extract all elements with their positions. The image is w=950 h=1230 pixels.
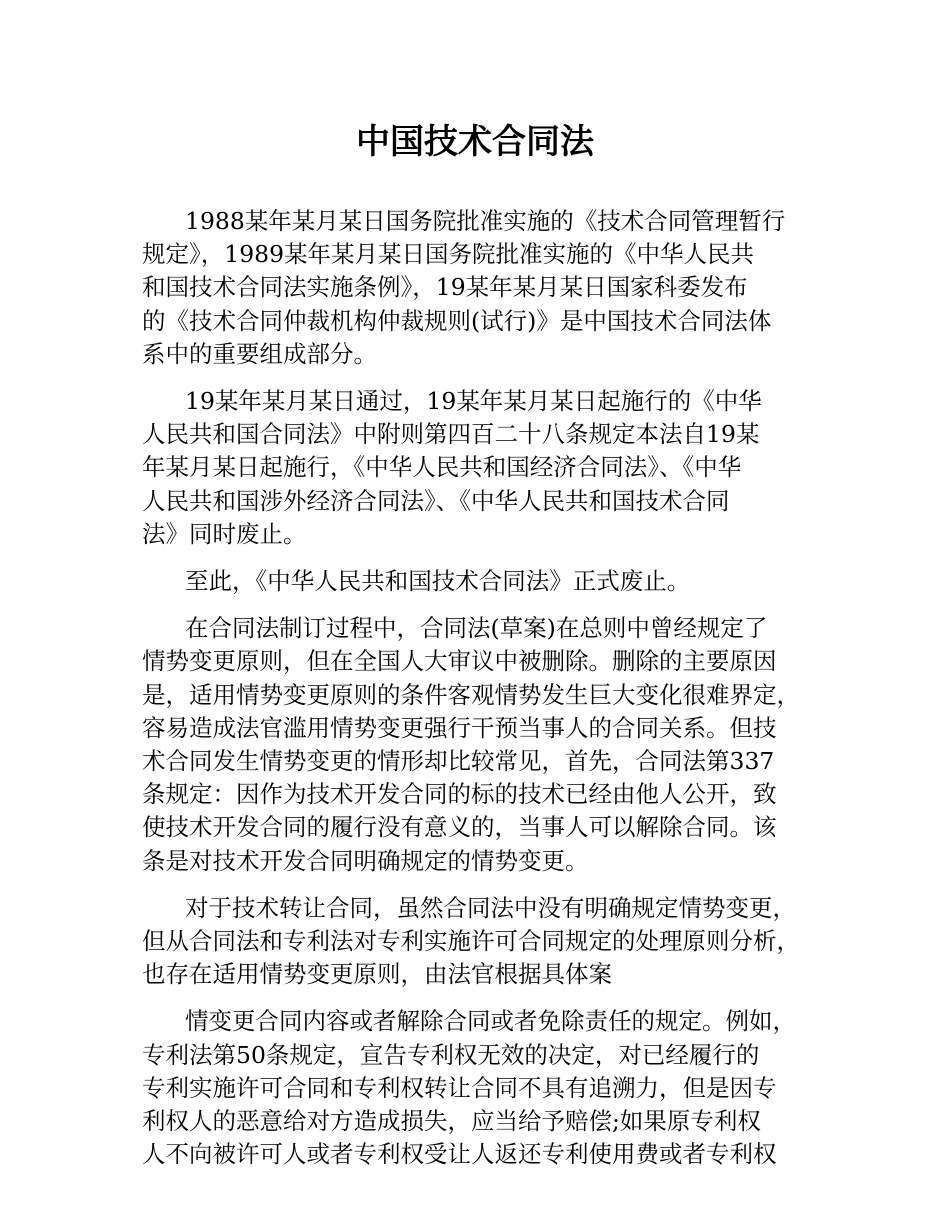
text-line: 情势变更原则，但在全国人大审议中被删除。删除的主要原因 [142, 647, 777, 676]
text-line: 系中的重要组成部分。 [142, 339, 377, 368]
document-title: 中国技术合同法 [356, 122, 594, 162]
paragraph [142, 612, 822, 878]
paragraph [142, 1005, 822, 1171]
text-line: 的《技术合同仲裁机构仲裁规则(试行)》是中国技术合同法体 [142, 306, 772, 335]
text-line: 和国技术合同法实施条例》，19某年某月某日国家科委发布 [142, 273, 748, 302]
text-line: 术合同发生情势变更的情形却比较常见，首先，合同法第337 [142, 747, 775, 776]
text-line: 专利法第50条规定，宣告专利权无效的决定，对已经履行的 [142, 1040, 760, 1069]
text-line: 对于技术转让合同，虽然合同法中没有明确规定情势变更， [185, 893, 796, 922]
text-line: 情变更合同内容或者解除合同或者免除责任的规定。例如， [185, 1007, 796, 1036]
text-line: 在合同法制订过程中，合同法(草案)在总则中曾经规定了 [185, 614, 768, 643]
paragraph [142, 565, 822, 598]
text-line: 人不向被许可人或者专利权受让人返还专利使用费或者专利权 [142, 1140, 777, 1169]
text-line: 条规定：因作为技术开发合同的标的技术已经由他人公开，致 [142, 780, 777, 809]
text-line: 利权人的恶意给对方造成损失，应当给予赔偿;如果原专利权 [142, 1107, 761, 1136]
text-line: 也存在适用情势变更原则，由法官根据具体案 [142, 960, 612, 989]
text-line: 至此，《中华人民共和国技术合同法》正式废止。 [185, 567, 691, 596]
text-line: 人民共和国涉外经济合同法》、《中华人民共和国技术合同 [142, 486, 730, 515]
text-line: 是，适用情势变更原则的条件客观情势发生巨大变化很难界定， [142, 680, 800, 709]
text-line: 使技术开发合同的履行没有意义的，当事人可以解除合同。该 [142, 813, 777, 842]
paragraph [142, 892, 822, 992]
text-line: 1988某年某月某日国务院批准实施的《技术合同管理暂行 [185, 207, 786, 235]
document-body [142, 205, 822, 1185]
text-line: 法》同时废止。 [142, 519, 307, 548]
text-line: 年某月某日起施行，《中华人民共和国经济合同法》、《中华 [142, 453, 742, 482]
paragraph [142, 385, 822, 551]
paragraph [142, 205, 822, 371]
text-line: 人民共和国合同法》中附则第四百二十八条规定本法自19某 [142, 420, 760, 449]
text-line: 19某年某月某日通过，19某年某月某日起施行的《中华 [185, 387, 762, 416]
text-line: 规定》，1989某年某月某日国务院批准实施的《中华人民共 [142, 240, 755, 269]
text-line: 条是对技术开发合同明确规定的情势变更。 [142, 846, 589, 875]
text-line: 专利实施许可合同和专利权转让合同不具有追溯力，但是因专 [142, 1073, 777, 1102]
text-line: 容易造成法官滥用情势变更强行干预当事人的合同关系。但技 [142, 713, 777, 742]
text-line: 但从合同法和专利法对专利实施许可合同规定的处理原则分析， [142, 927, 800, 956]
